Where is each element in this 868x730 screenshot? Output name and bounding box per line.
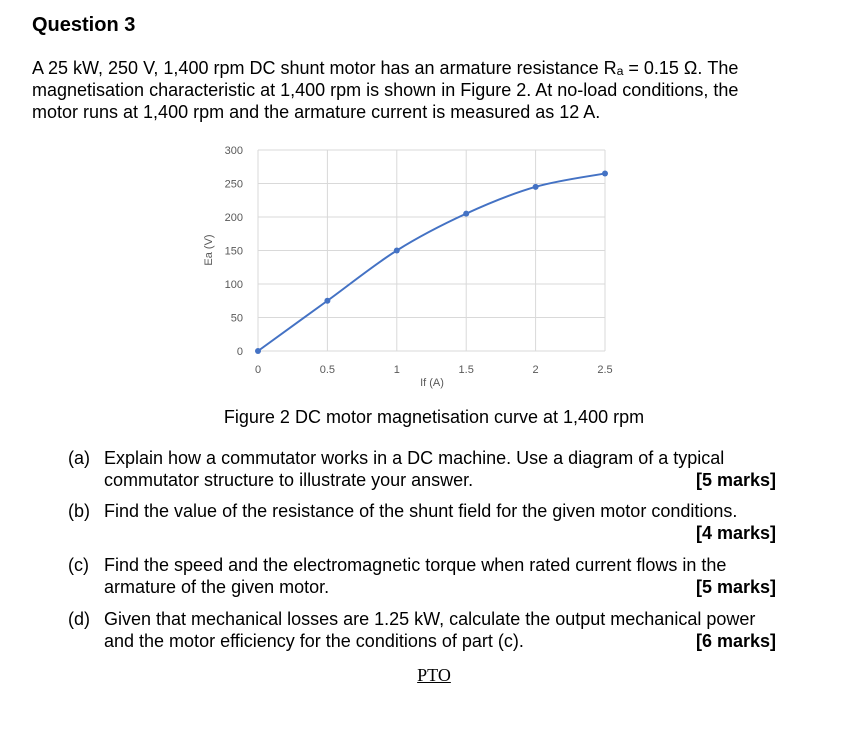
y-axis-label: Ea (V) <box>203 234 215 266</box>
series-line-ea <box>258 173 605 351</box>
x-axis-label: If (A) <box>420 377 444 389</box>
part-c-line-1: Find the speed and the electromagnetic torque when rated current flows in the <box>104 555 727 575</box>
data-point <box>394 248 400 254</box>
part-c-line-2: armature of the given motor. <box>104 577 330 597</box>
y-tick-labels <box>225 145 243 358</box>
figure-caption: Figure 2 DC motor magnetisation curve at 1,400 rpm <box>223 407 645 427</box>
y-tick-label: 250 <box>224 178 243 191</box>
part-a-line-2: commutator structure to illustrate your answer. <box>104 470 474 490</box>
y-tick-label: 300 <box>224 145 243 157</box>
x-tick-label: 2 <box>532 364 539 376</box>
part-d-line-1: Given that mechanical losses are 1.25 kW, calculate the output mechanical power <box>104 609 756 629</box>
series-points <box>255 170 608 354</box>
x-tick-label: 1 <box>393 364 400 376</box>
part-a-label: (a) <box>68 448 90 468</box>
intro-line-1: A 25 kW, 250 V, 1,400 rpm DC shunt motor has an armature resistance Rₐ = 0.15 Ω. The <box>32 58 739 78</box>
part-b-marks: [4 marks] <box>695 523 776 543</box>
x-tick-label: 0.5 <box>319 364 336 376</box>
x-tick-label: 2.5 <box>597 364 613 376</box>
x-tick-label: 0 <box>254 364 262 376</box>
y-tick-label: 50 <box>230 312 243 325</box>
part-b-label: (b) <box>68 501 90 521</box>
data-point <box>463 211 469 217</box>
pto-text: PTO <box>417 665 451 685</box>
y-tick-label: 150 <box>224 245 243 258</box>
data-point <box>324 298 330 304</box>
magnetisation-chart <box>195 140 625 390</box>
part-a-line-1: Explain how a commutator works in a DC machine. Use a diagram of a typical <box>104 448 725 468</box>
part-b-line-1: Find the value of the resistance of the shunt field for the given motor conditions. <box>104 501 738 521</box>
part-c-label: (c) <box>68 555 89 575</box>
intro-line-3: motor runs at 1,400 rpm and the armature current is measured as 12 A. <box>32 102 601 122</box>
part-d-label: (d) <box>68 609 90 629</box>
part-c-marks: [5 marks] <box>695 577 776 597</box>
y-tick-label: 100 <box>224 279 243 291</box>
x-tick-labels <box>255 364 613 376</box>
data-point <box>533 184 539 190</box>
intro-line-2: magnetisation characteristic at 1,400 rpm is shown in Figure 2. At no-load conditions, the <box>32 80 739 100</box>
y-tick-label: 0 <box>236 346 243 358</box>
question-title: Question 3 <box>32 14 136 36</box>
data-point <box>602 170 608 176</box>
y-tick-label: 200 <box>224 212 243 224</box>
part-d-line-2: and the motor efficiency for the conditions of part (c). <box>104 631 524 651</box>
part-d-marks: [6 marks] <box>695 631 776 651</box>
x-tick-label: 1.5 <box>458 364 474 376</box>
data-point <box>255 348 261 354</box>
chart-grid <box>258 150 605 351</box>
part-a-marks: [5 marks] <box>695 470 776 490</box>
